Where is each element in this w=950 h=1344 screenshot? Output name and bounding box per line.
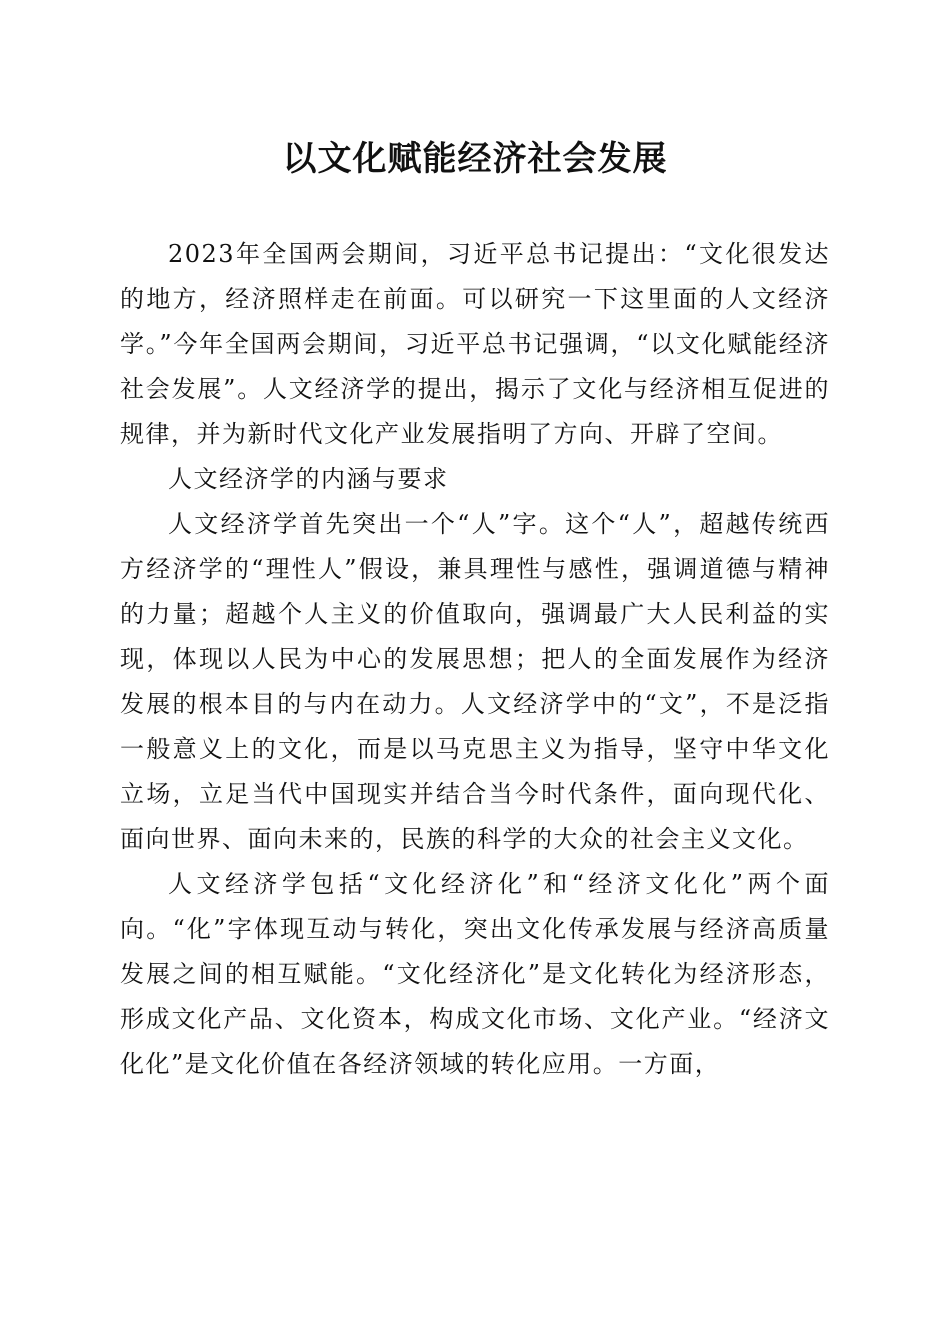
section-paragraph-1: 人文经济学首先突出一个“人”字。这个“人”，超越传统西方经济学的“理性人”假设，兼具理性与感性，强调道德与精神的力量；超越个人主义的价值取向，强调最广大人民利益的实现，体现以人民为中心的发展思想；把人的全面发展作为经济发展的根本目的与内在动力。人文经济学中的“文”，不是泛指一般意义上的文化，而是以马克思主义为指导，坚守中华文化立场，立足当代中国现实并结合当今时代条件，面向现代化、面向世界、面向未来的，民族的科学的大众的社会主义文化。 — [120, 510, 830, 853]
section-paragraph-2: 人文经济学包括“文化经济化”和“经济文化化”两个面向。“化”字体现互动与转化，突出文化传承发展与经济高质量发展之间的相互赋能。“文化经济化”是文化转化为经济形态，形成文化产品、文化资本，构成文化市场、文化产业。“经济文化化”是文化价值在各经济领域的转化应用。一方面， — [120, 870, 830, 1078]
document-body — [120, 232, 830, 1087]
document-title: 以文化赋能经济社会发展 — [282, 139, 668, 179]
section-heading: 人文经济学的内涵与要求 — [168, 465, 449, 493]
intro-paragraph: 2023年全国两会期间，习近平总书记提出：“文化很发达的地方，经济照样走在前面。可以研究一下这里面的人文经济学。”今年全国两会期间，习近平总书记强调，“以文化赋能经济社会发展”。人文经济学的提出，揭示了文化与经济相互促进的规律，并为新时代文化产业发展指明了方向、开辟了空间。 — [120, 240, 830, 448]
